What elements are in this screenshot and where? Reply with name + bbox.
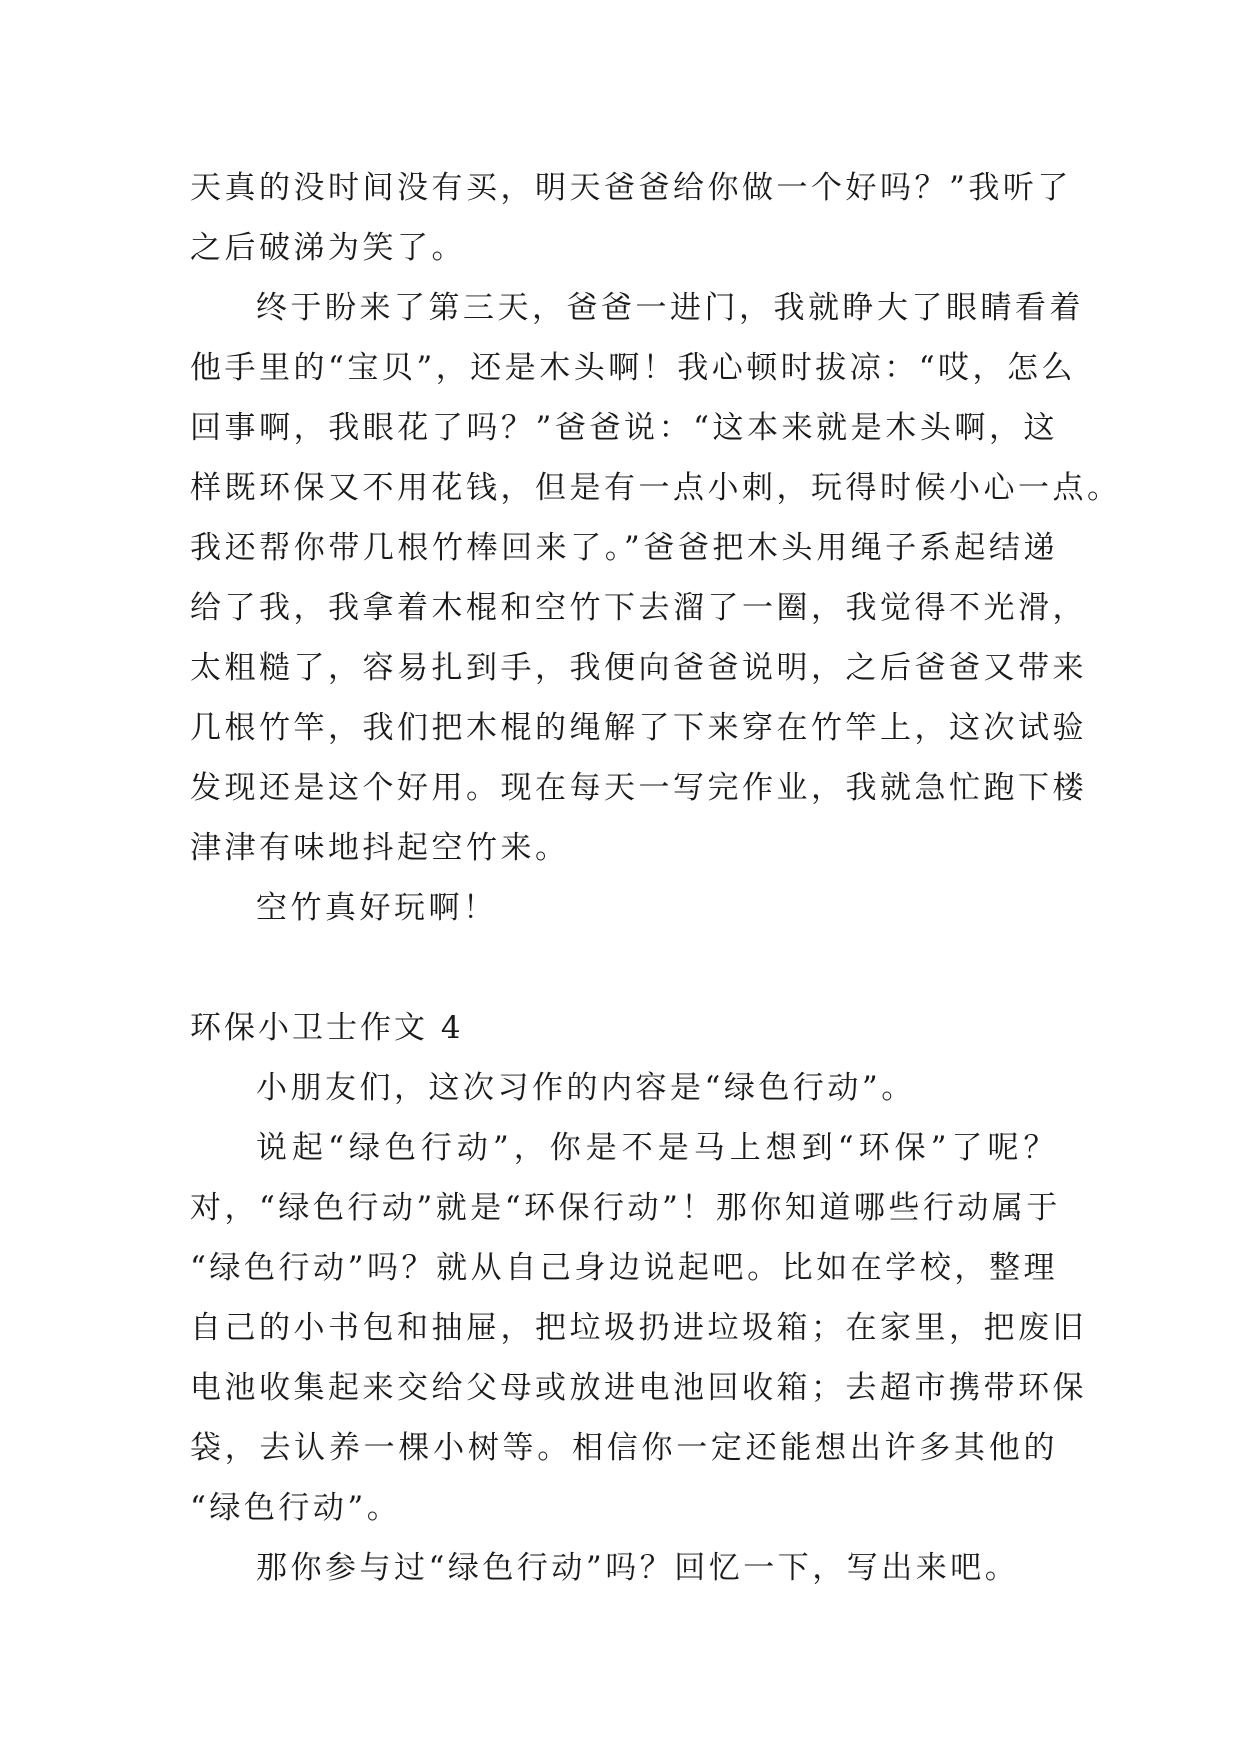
text-line: 我还帮你带几根竹棒回来了。”爸爸把木头用绳子系起结递 [190,530,1058,566]
text-line: 电池收集起来交给父母或放进电池回收箱；去超市携带环保 [190,1370,1087,1406]
text-line: 说起“绿色行动”，你是不是马上想到“环保”了呢？ [256,1130,1058,1166]
paragraph [190,278,1122,878]
text-line: 样既环保又不用花钱，但是有一点小刺，玩得时候小心一点。 [190,470,1122,506]
text-line: 之后破涕为笑了。 [190,230,466,266]
section-spacer [190,938,1058,998]
text-line: 那你参与过“绿色行动”吗？回忆一下，写出来吧。 [256,1550,1020,1586]
text-line: 几根竹竿，我们把木棍的绳解了下来穿在竹竿上，这次试验 [190,710,1087,746]
text-line: 对，“绿色行动”就是“环保行动”！那你知道哪些行动属于 [190,1190,1061,1226]
text-line: 空竹真好玩啊！ [256,890,498,926]
section-heading: 环保小卫士作文 4 [190,1010,464,1046]
text-line: 终于盼来了第三天，爸爸一进门，我就睁大了眼睛看着 [256,290,1084,326]
document-body [190,158,1122,1598]
text-line: “绿色行动”吗？就从自己身边说起吧。比如在学校，整理 [190,1250,1058,1286]
text-line: 津津有味地抖起空竹来。 [190,830,570,866]
text-line: 他手里的“宝贝”，还是木头啊！我心顿时拔凉：“哎，怎么 [190,350,1077,386]
text-line: 自己的小书包和抽屉，把垃圾扔进垃圾箱；在家里，把废旧 [190,1310,1087,1346]
text-line: 袋，去认养一棵小树等。相信你一定还能想出许多其他的 [190,1430,1058,1466]
text-line: 小朋友们，这次习作的内容是“绿色行动”。 [256,1070,916,1106]
paragraph [190,158,1072,278]
text-line: “绿色行动”。 [190,1490,402,1526]
text-line: 天真的没时间没有买，明天爸爸给你做一个好吗？”我听了 [190,170,1072,206]
text-line: 回事啊，我眼花了吗？”爸爸说：“这本来就是木头啊，这 [190,410,1058,446]
paragraph [190,1118,1087,1538]
text-line: 发现还是这个好用。现在每天一写完作业，我就急忙跑下楼 [190,770,1087,806]
paragraph [190,1058,1058,1118]
text-line: 给了我，我拿着木棍和空竹下去溜了一圈，我觉得不光滑， [190,590,1087,626]
paragraph [190,878,1058,938]
paragraph [190,1538,1058,1598]
text-line: 太粗糙了，容易扎到手，我便向爸爸说明，之后爸爸又带来 [190,650,1087,686]
